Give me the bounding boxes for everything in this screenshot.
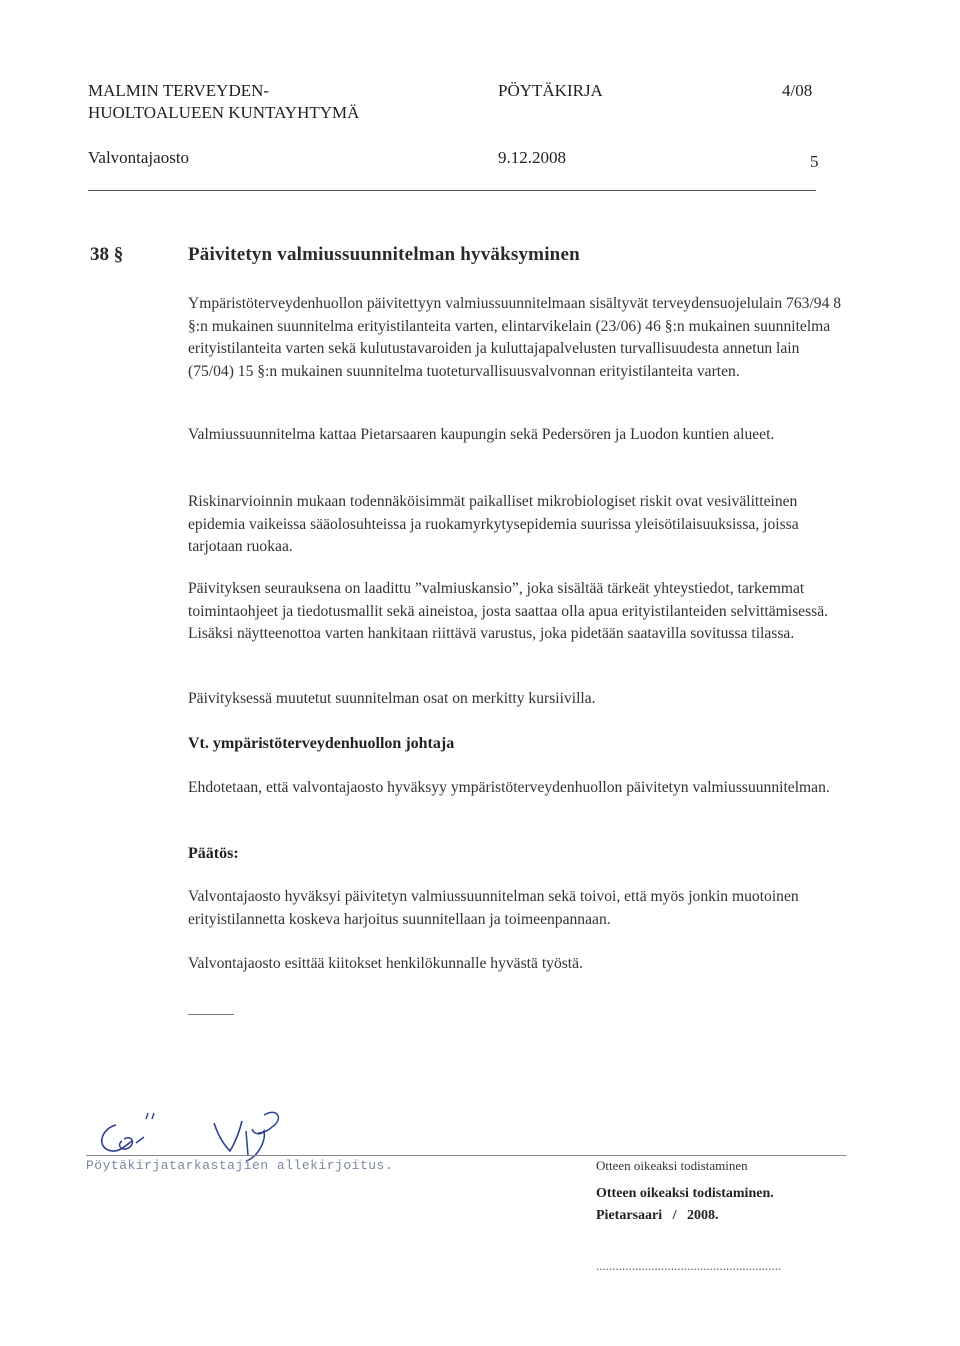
end-mark [188,1014,234,1015]
paragraph-update: Päivityksen seurauksena on laadittu ”valmiuskansio”, joka sisältää tärkeät yhteystiedot, tarkemmat toimintaohjeet ja tiedotusmallit sekä aineistoa, josta saattaa olla apua erityistilanteiden selvittämisessä. Lisäksi näytteenottoa varten hankitaan riittävä varustus, joka pidetään saatavilla sovitussa tilassa. [188,580,829,642]
org-name-line2: HUOLTOALUEEN KUNTAYHTYMÄ [88,103,360,122]
doc-type: PÖYTÄKIRJA [498,81,603,100]
paragraph-italic-note: Päivityksessä muutetut suunnitelman osat on merkitty kursiivilla. [188,690,596,707]
section-title: Päivitetyn valmiussuunnitelman hyväksyminen [188,244,580,265]
section-number: 38 § [90,244,124,265]
signature-dots: ......................................................... [596,1258,782,1273]
signature-image [86,1105,346,1165]
decision-label: Päätös: [188,845,239,862]
place-date: Pietarsaari / 2008. [596,1208,719,1223]
org-name-line1: MALMIN TERVEYDEN- [88,81,270,100]
doc-number: 4/08 [782,81,813,100]
proposal-text: Ehdotetaan, että valvontajaosto hyväksyy ympäristöterveydenhuollon päivitetyn valmiussuunnitelman. [188,779,830,796]
decision-text: Valvontajaosto hyväksyi päivitetyn valmiussuunnitelman sekä toivoi, että myös jonkin muotoinen erityistilannetta koskeva harjoitus suunnitellaan ja toimeenpannaan. [188,888,799,928]
paragraph-coverage: Valmiussuunnitelma kattaa Pietarsaaren kaupungin sekä Pedersören ja Luodon kuntien alueet. [188,426,775,443]
thanks-text: Valvontajaosto esittää kiitokset henkilökunnalle hyvästä työstä. [188,955,583,972]
header-rule [88,190,816,191]
copy-label-small: Otteen oikeaksi todistaminen [596,1158,748,1173]
meeting-date: 9.12.2008 [498,148,566,167]
page-number: 5 [810,152,819,171]
proposer-title: Vt. ympäristöterveydenhuollon johtaja [188,735,455,752]
org-name [88,80,359,124]
signature-rule [86,1155,846,1156]
signature-label: Pöytäkirjatarkastajien allekirjoitus. [86,1158,394,1173]
copy-certification: Otteen oikeaksi todistaminen. [596,1186,774,1201]
paragraph-risk: Riskinarvioinnin mukaan todennäköisimmät paikalliset mikrobiologiset riskit ovat vesivälitteinen epidemia vaikeissa sääolosuhteissa ja ruokamyrkytysepidemia suurissa yleisötilaisuuksissa, joissa tarjotaan ruokaa. [188,493,799,555]
body-name: Valvontajaosto [88,148,190,167]
paragraph-legal-basis: Ympäristöterveydenhuollon päivitettyyn valmiussuunnitelmaan sisältyvät terveydensuojelulain 763/94 8 §:n mukainen suunnitelma erityistilanteita varten, elintarvikelain (23/06) 46 §:n mukainen suunnitelma erityistilanteita varten sekä kulutustavaroiden ja kuluttajapalvelusten turvallisuudesta annetun lain (75/04) 15 §:n mukainen suunnitelma tuoteturvallisuusvalvonnan erityistilanteita varten. [188,295,842,380]
